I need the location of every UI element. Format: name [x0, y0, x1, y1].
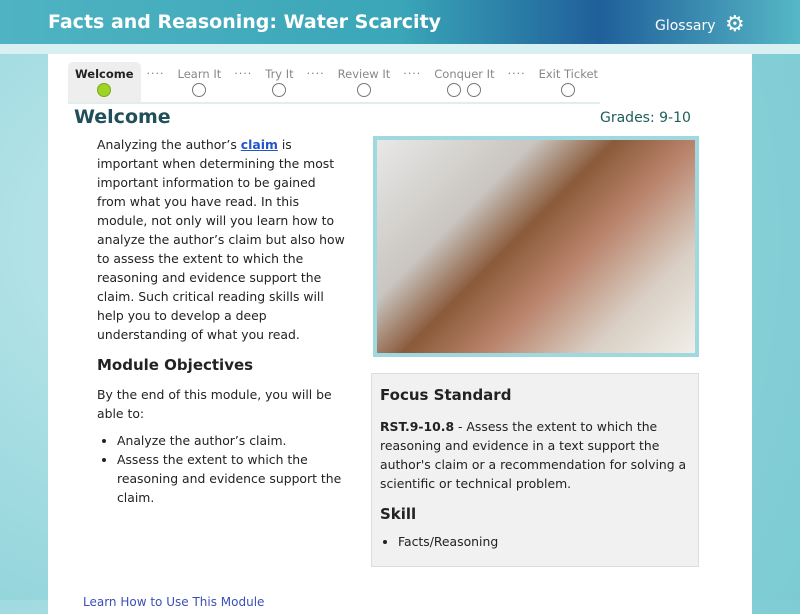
nav-step-label: Try It	[265, 67, 294, 81]
objective-item: • Analyze the author’s claim.	[117, 431, 347, 450]
nav-step-review-it[interactable]	[331, 62, 398, 102]
progress-circles	[354, 81, 374, 100]
progress-circle-icon	[357, 83, 371, 97]
nav-step-label: Learn It	[177, 67, 222, 81]
intro-text-start: Analyzing the author’s	[97, 137, 241, 152]
progress-circle-icon	[97, 83, 111, 97]
nav-step-label: Review It	[337, 67, 391, 81]
help-link[interactable]: Learn How to Use This Module	[83, 595, 265, 609]
progress-circle-icon	[447, 83, 461, 97]
nav-divider	[68, 102, 600, 104]
skill-heading: Skill	[380, 505, 417, 523]
progress-circles	[189, 81, 209, 100]
focus-heading: Focus Standard	[380, 386, 512, 404]
step-separator: ····	[306, 67, 325, 80]
focus-standard-box	[371, 373, 699, 567]
focus-text	[380, 417, 690, 493]
nav-step-conquer-it[interactable]	[427, 62, 501, 102]
progress-circle-icon	[561, 83, 575, 97]
step-separator: ····	[234, 67, 253, 80]
header-stripe	[0, 44, 800, 54]
objectives-list	[117, 431, 347, 507]
content-card	[48, 54, 752, 614]
nav-step-label: Conquer It	[434, 67, 495, 81]
claim-link[interactable]: claim	[240, 137, 278, 152]
skill-list	[398, 532, 690, 551]
progress-circle-icon	[272, 83, 286, 97]
progress-circle-icon	[192, 83, 206, 97]
glossary-link[interactable]: Glossary	[655, 18, 716, 34]
progress-circle-icon	[467, 83, 481, 97]
nav-step-label: Welcome	[75, 67, 134, 81]
step-separator: ····	[403, 67, 422, 80]
objectives-intro: By the end of this module, you will be able to:	[97, 387, 332, 421]
nav-step-try-it[interactable]	[258, 62, 300, 102]
gear-icon[interactable]: ⚙	[725, 12, 745, 37]
focus-code: RST.9-10.8	[380, 419, 455, 434]
page-title: Welcome	[74, 106, 171, 128]
grades-label: Grades: 9-10	[600, 110, 691, 126]
intro-text	[97, 135, 347, 344]
progress-circles	[94, 81, 114, 100]
module-nav	[68, 62, 605, 102]
nav-step-label: Exit Ticket	[538, 67, 599, 81]
intro-column	[97, 135, 347, 507]
step-separator: ····	[146, 67, 165, 80]
progress-circles	[558, 81, 578, 100]
objectives-heading: Module Objectives	[97, 356, 254, 374]
step-separator: ····	[507, 67, 526, 80]
intro-text-end: is important when determining the most important information to be gained from what you have read. In this module, not only will you learn how to analyze the author’s claim but also how to assess the extent to which the reasoning and evidence support the claim. Such critical reading skills will help you to develop a deep understanding of what you read.	[97, 137, 345, 342]
focus-description: - Assess the extent to which the reasoning and evidence in a text support the author's claim or a recommendation for solving a scientific or technical problem.	[380, 419, 687, 491]
skill-item: • Facts/Reasoning	[398, 532, 690, 551]
progress-circles	[269, 81, 289, 100]
progress-circles	[444, 81, 484, 100]
header-bar	[0, 0, 800, 44]
nav-step-exit-ticket[interactable]	[532, 62, 605, 102]
app-title: Facts and Reasoning: Water Scarcity	[48, 11, 442, 33]
nav-step-learn-it[interactable]	[171, 62, 229, 102]
nav-step-welcome[interactable]	[68, 62, 141, 102]
students-photo	[373, 136, 699, 357]
objective-item: • Assess the extent to which the reasoning and evidence support the claim.	[117, 450, 347, 507]
